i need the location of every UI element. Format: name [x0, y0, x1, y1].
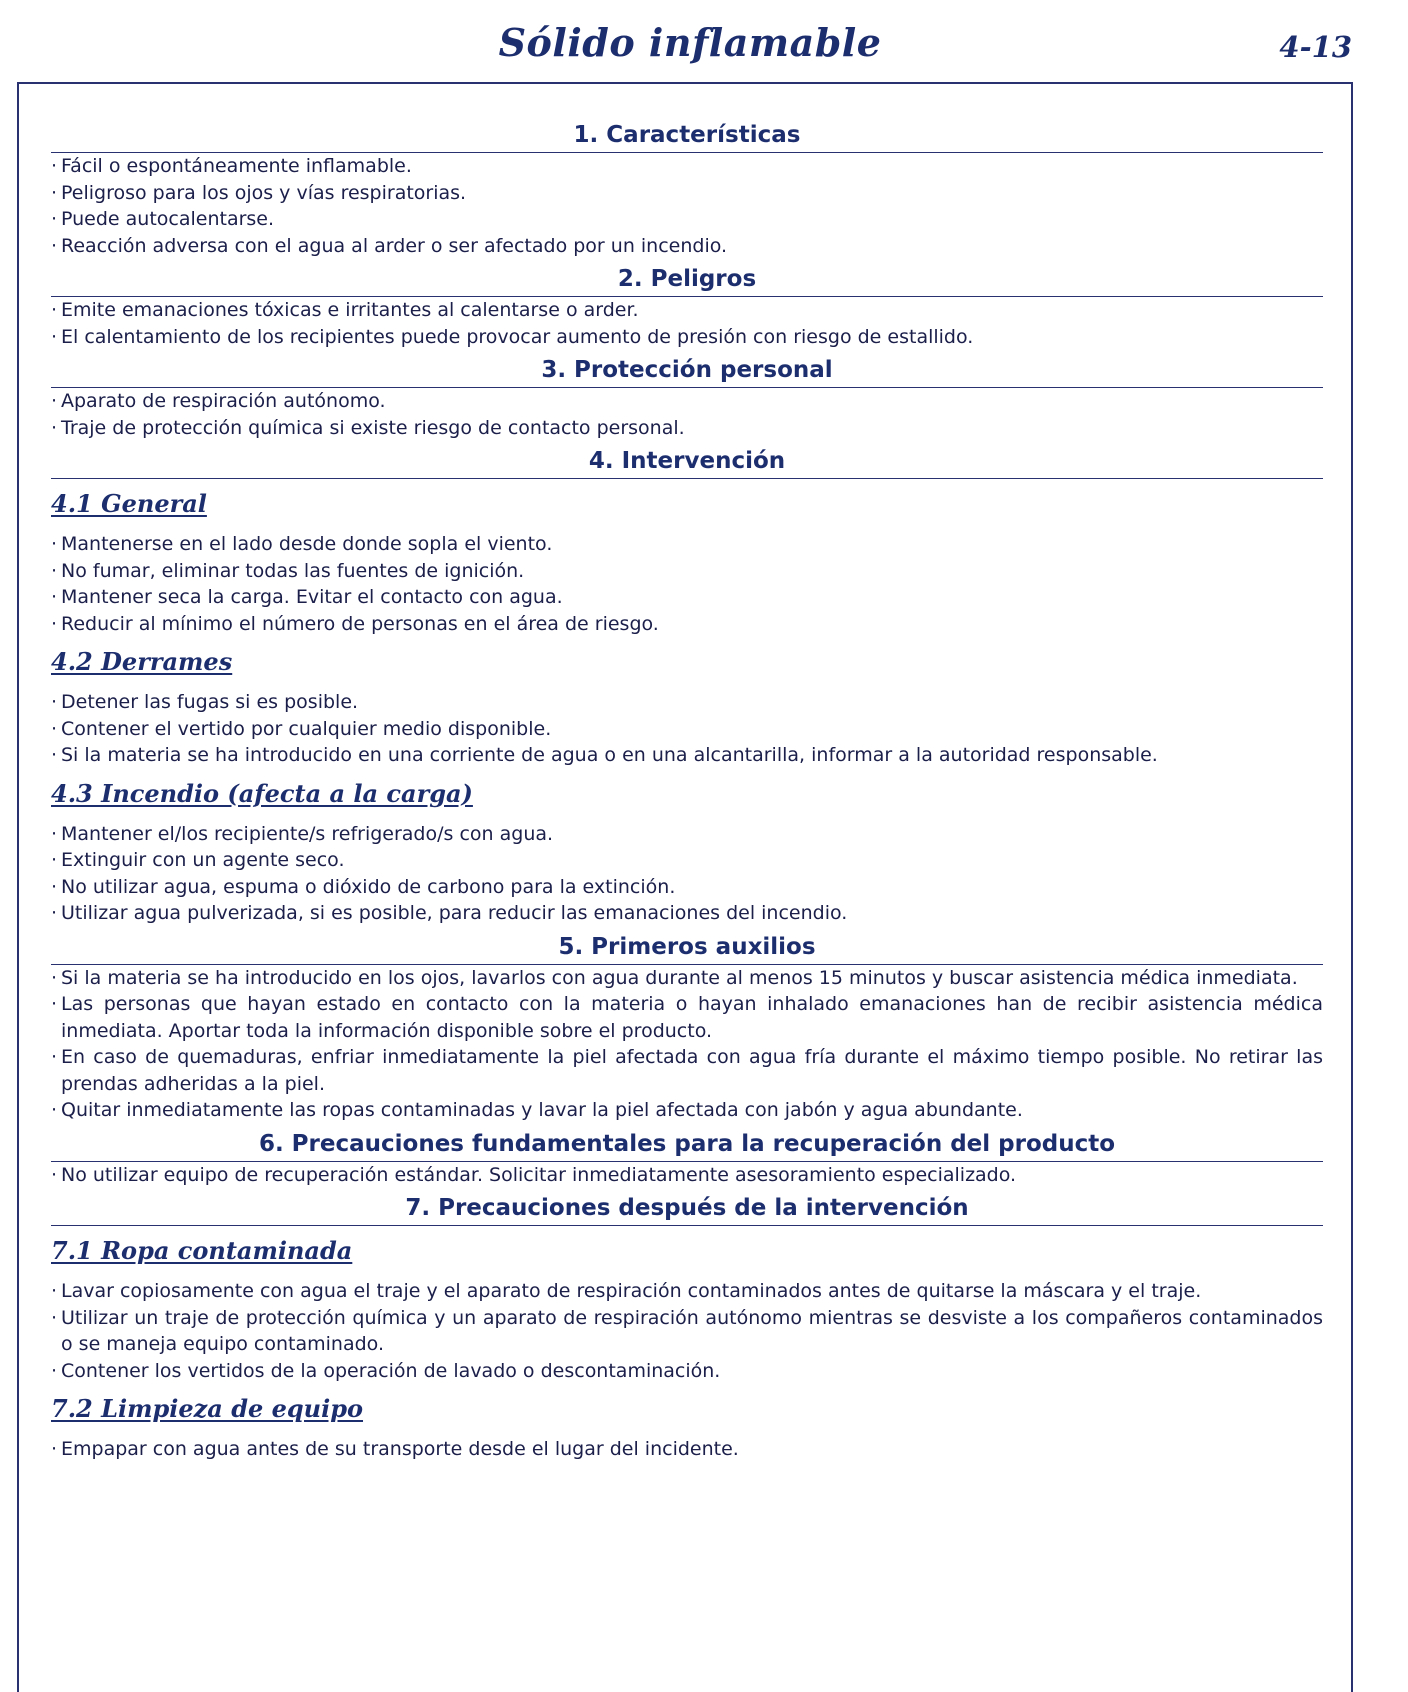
list-item: · Mantenerse en el lado desde donde sopla el viento. [51, 531, 1323, 558]
document-body [51, 112, 1323, 1463]
list-item: · Mantener el/los recipiente/s refrigerado/s con agua. [51, 821, 1323, 848]
list-item: · Si la materia se ha introducido en una corriente de agua o en una alcantarilla, informar a la autoridad responsable. [51, 742, 1323, 769]
list-item: · Las personas que hayan estado en contacto con la materia o hayan inhalado emanaciones han de recibir asistencia médica inmediata. Aportar toda la información disponible sobre el producto. [51, 991, 1323, 1044]
list-recuperacion-producto [51, 1162, 1323, 1189]
list-item: · Lavar copiosamente con agua el traje y el aparato de respiración contaminados antes de quitarse la máscara y el traje. [51, 1278, 1323, 1305]
list-item: · Empapar con agua antes de su transporte desde el lugar del incidente. [51, 1436, 1323, 1463]
subsection-title-derrames: 4.2 Derrames [51, 647, 233, 676]
list-item: · Utilizar un traje de protección química y un aparato de respiración autónomo mientras se desviste a los compañeros contaminados o se maneja equipo contaminado. [51, 1305, 1323, 1358]
list-proteccion-personal [51, 388, 1323, 441]
list-item: · Extinguir con un agente seco. [51, 847, 1323, 874]
list-item: · Contener los vertidos de la operación de lavado o descontaminación. [51, 1358, 1323, 1385]
list-item: · No fumar, eliminar todas las fuentes de ignición. [51, 558, 1323, 585]
list-item: · Reducir al mínimo el número de personas en el área de riesgo. [51, 611, 1323, 638]
section-title-peligros: 2. Peligros [51, 264, 1323, 297]
list-item: · Fácil o espontáneamente inflamable. [51, 153, 1323, 180]
list-general [51, 531, 1323, 637]
list-item: · Detener las fugas si es posible. [51, 689, 1323, 716]
list-item: · Peligroso para los ojos y vías respiratorias. [51, 180, 1323, 207]
subsection-title-incendio: 4.3 Incendio (afecta a la carga) [51, 778, 473, 808]
list-item: · Puede autocalentarse. [51, 206, 1323, 233]
list-item: · Aparato de respiración autónomo. [51, 388, 1323, 415]
subsection-title-limpieza-equipo: 7.2 Limpieza de equipo [51, 1394, 364, 1423]
section-title-primeros-auxilios: 5. Primeros auxilios [51, 932, 1323, 965]
list-item: · El calentamiento de los recipientes puede provocar aumento de presión con riesgo de estallido. [51, 324, 1323, 351]
list-item: · No utilizar agua, espuma o dióxido de carbono para la extinción. [51, 874, 1323, 901]
section-title-despues-intervencion: 7. Precauciones después de la intervención [51, 1193, 1323, 1226]
list-item: · Contener el vertido por cualquier medio disponible. [51, 716, 1323, 743]
section-title-proteccion-personal: 3. Protección personal [51, 355, 1323, 388]
list-ropa-contaminada [51, 1278, 1323, 1384]
page-title: Sólido inflamable [498, 20, 882, 65]
subsection-title-general: 4.1 General [51, 489, 207, 518]
list-caracteristicas [51, 153, 1323, 259]
subsection-title-ropa-contaminada: 7.1 Ropa contaminada [51, 1236, 353, 1265]
list-item: · En caso de quemaduras, enfriar inmediatamente la piel afectada con agua fría durante el máximo tiempo posible. No retirar las prendas adheridas a la piel. [51, 1044, 1323, 1097]
list-item: · Reacción adversa con el agua al arder o ser afectado por un incendio. [51, 233, 1323, 260]
list-item: · Traje de protección química si existe riesgo de contacto personal. [51, 415, 1323, 442]
list-item: · No utilizar equipo de recuperación estándar. Solicitar inmediatamente asesoramiento especializado. [51, 1162, 1323, 1189]
list-item: · Quitar inmediatamente las ropas contaminadas y lavar la piel afectada con jabón y agua abundante. [51, 1097, 1323, 1124]
page-number: 4-13 [1279, 30, 1352, 64]
list-item: · Utilizar agua pulverizada, si es posible, para reducir las emanaciones del incendio. [51, 900, 1323, 927]
section-title-intervencion: 4. Intervención [51, 446, 1323, 479]
section-title-recuperacion-producto: 6. Precauciones fundamentales para la recuperación del producto [51, 1129, 1323, 1162]
list-limpieza-equipo [51, 1436, 1323, 1463]
list-derrames [51, 689, 1323, 769]
list-item: · Si la materia se ha introducido en los ojos, lavarlos con agua durante al menos 15 minutos y buscar asistencia médica inmediata. [51, 965, 1323, 992]
list-incendio [51, 821, 1323, 927]
list-item: · Mantener seca la carga. Evitar el contacto con agua. [51, 584, 1323, 611]
list-primeros-auxilios [51, 965, 1323, 1124]
list-peligros [51, 297, 1323, 350]
section-title-caracteristicas: 1. Características [51, 120, 1323, 153]
list-item: · Emite emanaciones tóxicas e irritantes al calentarse o arder. [51, 297, 1323, 324]
